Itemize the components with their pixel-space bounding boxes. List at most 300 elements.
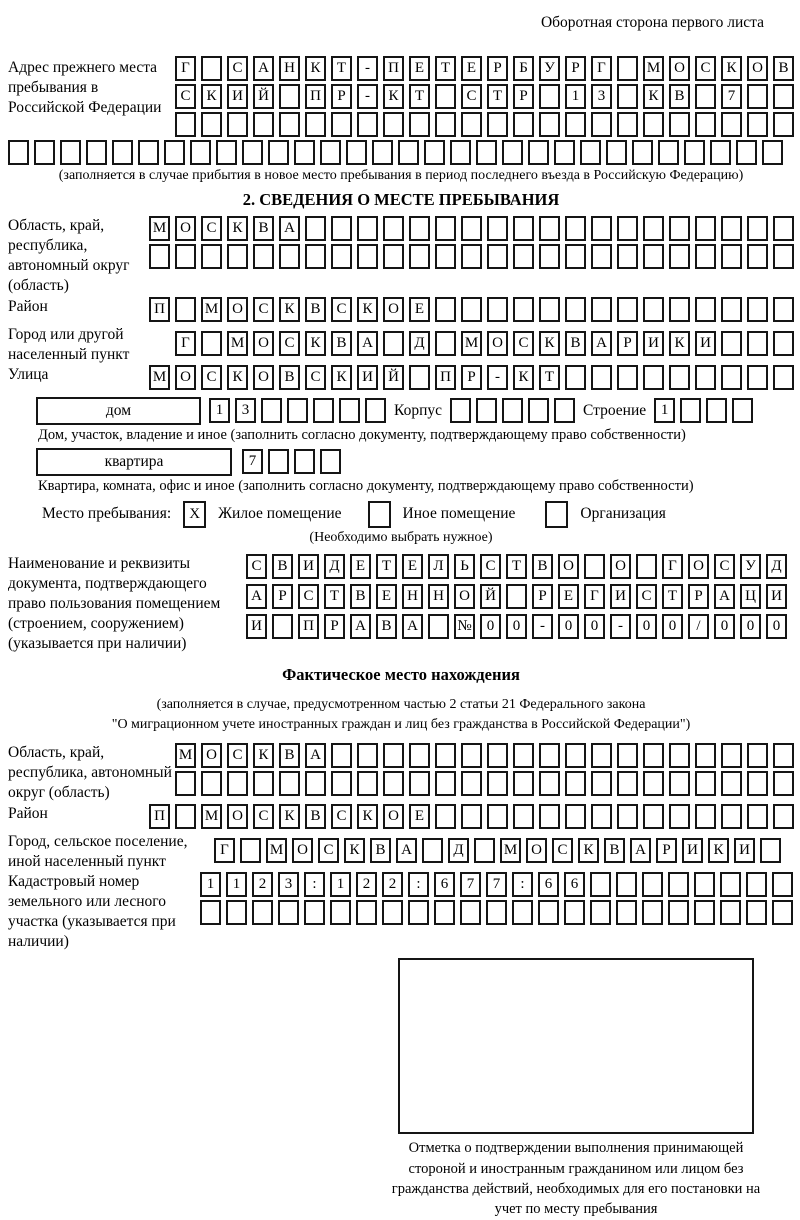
char-cell[interactable]: 3 xyxy=(278,872,299,897)
char-cell[interactable] xyxy=(227,112,248,137)
char-cell[interactable] xyxy=(216,140,237,165)
char-cell[interactable]: В xyxy=(279,365,300,390)
char-cell[interactable] xyxy=(435,244,456,269)
checkbox-other-premises[interactable] xyxy=(368,501,391,528)
char-cell[interactable] xyxy=(461,771,482,796)
apartment-type-box[interactable]: квартира xyxy=(36,448,232,476)
char-cell[interactable]: К xyxy=(201,84,222,109)
char-cell[interactable] xyxy=(762,140,783,165)
char-cell[interactable] xyxy=(201,771,222,796)
char-cell[interactable]: О xyxy=(487,331,508,356)
char-cell[interactable] xyxy=(331,743,352,768)
char-cell[interactable] xyxy=(632,140,653,165)
char-cell[interactable]: 0 xyxy=(662,614,683,639)
char-cell[interactable] xyxy=(591,297,612,322)
char-cell[interactable]: О xyxy=(253,331,274,356)
char-cell[interactable] xyxy=(590,872,611,897)
char-cell[interactable]: Г xyxy=(662,554,683,579)
char-cell[interactable] xyxy=(695,771,716,796)
char-cell[interactable]: Г xyxy=(584,584,605,609)
char-cell[interactable] xyxy=(294,140,315,165)
char-cell[interactable]: С xyxy=(201,216,222,241)
char-cell[interactable] xyxy=(606,140,627,165)
char-cell[interactable]: О xyxy=(669,56,690,81)
char-cell[interactable] xyxy=(617,804,638,829)
char-cell[interactable] xyxy=(617,365,638,390)
char-cell[interactable] xyxy=(643,216,664,241)
char-cell[interactable] xyxy=(773,112,794,137)
char-cell[interactable] xyxy=(669,112,690,137)
char-cell[interactable] xyxy=(409,244,430,269)
char-cell[interactable] xyxy=(617,244,638,269)
char-cell[interactable]: Й xyxy=(383,365,404,390)
char-cell[interactable] xyxy=(565,743,586,768)
char-cell[interactable]: М xyxy=(149,365,170,390)
char-cell[interactable]: 1 xyxy=(654,398,675,423)
char-cell[interactable]: С xyxy=(636,584,657,609)
char-cell[interactable] xyxy=(773,331,794,356)
char-cell[interactable] xyxy=(331,771,352,796)
char-cell[interactable] xyxy=(565,297,586,322)
char-cell[interactable]: Н xyxy=(402,584,423,609)
char-cell[interactable]: Й xyxy=(480,584,501,609)
char-cell[interactable] xyxy=(617,216,638,241)
char-cell[interactable] xyxy=(617,771,638,796)
char-cell[interactable]: К xyxy=(331,365,352,390)
char-cell[interactable]: М xyxy=(266,838,287,863)
char-cell[interactable] xyxy=(383,743,404,768)
char-cell[interactable]: К xyxy=(305,331,326,356)
char-cell[interactable]: 3 xyxy=(235,398,256,423)
char-cell[interactable]: Г xyxy=(175,56,196,81)
char-cell[interactable] xyxy=(565,112,586,137)
char-cell[interactable]: Т xyxy=(487,84,508,109)
char-cell[interactable]: К xyxy=(539,331,560,356)
char-cell[interactable] xyxy=(279,84,300,109)
char-cell[interactable]: 0 xyxy=(714,614,735,639)
char-cell[interactable] xyxy=(383,244,404,269)
char-cell[interactable]: Е xyxy=(409,804,430,829)
char-cell[interactable] xyxy=(747,331,768,356)
char-cell[interactable] xyxy=(773,743,794,768)
char-cell[interactable] xyxy=(305,216,326,241)
char-cell[interactable]: Е xyxy=(376,584,397,609)
char-cell[interactable]: 1 xyxy=(209,398,230,423)
char-cell[interactable]: 1 xyxy=(330,872,351,897)
char-cell[interactable] xyxy=(487,244,508,269)
char-cell[interactable]: Й xyxy=(253,84,274,109)
char-cell[interactable] xyxy=(86,140,107,165)
char-cell[interactable]: И xyxy=(643,331,664,356)
char-cell[interactable]: И xyxy=(682,838,703,863)
char-cell[interactable] xyxy=(226,900,247,925)
char-cell[interactable] xyxy=(331,244,352,269)
char-cell[interactable] xyxy=(272,614,293,639)
char-cell[interactable] xyxy=(486,900,507,925)
char-cell[interactable]: К xyxy=(721,56,742,81)
char-cell[interactable]: У xyxy=(740,554,761,579)
char-cell[interactable]: О xyxy=(227,297,248,322)
char-cell[interactable]: О xyxy=(175,365,196,390)
char-cell[interactable] xyxy=(164,140,185,165)
char-cell[interactable] xyxy=(346,140,367,165)
char-cell[interactable]: В xyxy=(253,216,274,241)
char-cell[interactable]: О xyxy=(383,804,404,829)
char-cell[interactable] xyxy=(721,297,742,322)
char-cell[interactable] xyxy=(513,771,534,796)
char-cell[interactable]: Н xyxy=(428,584,449,609)
char-cell[interactable] xyxy=(669,804,690,829)
char-cell[interactable] xyxy=(356,900,377,925)
char-cell[interactable]: 1 xyxy=(200,872,221,897)
char-cell[interactable]: О xyxy=(688,554,709,579)
char-cell[interactable]: Р xyxy=(688,584,709,609)
char-cell[interactable] xyxy=(357,112,378,137)
char-cell[interactable]: С xyxy=(305,365,326,390)
char-cell[interactable]: В xyxy=(565,331,586,356)
char-cell[interactable] xyxy=(747,84,768,109)
char-cell[interactable]: И xyxy=(227,84,248,109)
char-cell[interactable]: Р xyxy=(513,84,534,109)
char-cell[interactable]: Ц xyxy=(740,584,761,609)
char-cell[interactable] xyxy=(279,771,300,796)
char-cell[interactable] xyxy=(201,331,222,356)
char-cell[interactable] xyxy=(720,872,741,897)
char-cell[interactable]: К xyxy=(357,297,378,322)
char-cell[interactable]: С xyxy=(227,56,248,81)
char-cell[interactable] xyxy=(721,331,742,356)
char-cell[interactable] xyxy=(279,244,300,269)
char-cell[interactable] xyxy=(720,900,741,925)
char-cell[interactable] xyxy=(539,244,560,269)
char-cell[interactable] xyxy=(616,872,637,897)
char-cell[interactable]: В xyxy=(604,838,625,863)
char-cell[interactable] xyxy=(512,900,533,925)
char-cell[interactable] xyxy=(461,244,482,269)
char-cell[interactable]: А xyxy=(357,331,378,356)
char-cell[interactable] xyxy=(710,140,731,165)
char-cell[interactable] xyxy=(539,84,560,109)
char-cell[interactable] xyxy=(564,900,585,925)
char-cell[interactable] xyxy=(643,112,664,137)
char-cell[interactable] xyxy=(539,771,560,796)
char-cell[interactable]: В xyxy=(773,56,794,81)
char-cell[interactable] xyxy=(695,84,716,109)
char-cell[interactable]: № xyxy=(454,614,475,639)
char-cell[interactable]: С xyxy=(279,331,300,356)
char-cell[interactable]: А xyxy=(350,614,371,639)
char-cell[interactable] xyxy=(658,140,679,165)
char-cell[interactable] xyxy=(253,112,274,137)
char-cell[interactable]: Т xyxy=(324,584,345,609)
char-cell[interactable] xyxy=(668,900,689,925)
char-cell[interactable] xyxy=(565,804,586,829)
char-cell[interactable]: Т xyxy=(409,84,430,109)
char-cell[interactable] xyxy=(357,771,378,796)
char-cell[interactable] xyxy=(409,112,430,137)
char-cell[interactable]: Г xyxy=(591,56,612,81)
char-cell[interactable]: С xyxy=(318,838,339,863)
char-cell[interactable] xyxy=(200,900,221,925)
char-cell[interactable] xyxy=(138,140,159,165)
char-cell[interactable] xyxy=(435,743,456,768)
char-cell[interactable]: О xyxy=(558,554,579,579)
char-cell[interactable]: 0 xyxy=(740,614,761,639)
char-cell[interactable]: М xyxy=(500,838,521,863)
char-cell[interactable]: Д xyxy=(409,331,430,356)
char-cell[interactable]: Ь xyxy=(454,554,475,579)
char-cell[interactable]: И xyxy=(610,584,631,609)
char-cell[interactable] xyxy=(331,112,352,137)
char-cell[interactable]: Р xyxy=(532,584,553,609)
char-cell[interactable]: К xyxy=(305,56,326,81)
char-cell[interactable] xyxy=(643,743,664,768)
char-cell[interactable] xyxy=(747,771,768,796)
char-cell[interactable] xyxy=(643,365,664,390)
char-cell[interactable]: О xyxy=(253,365,274,390)
char-cell[interactable] xyxy=(435,771,456,796)
char-cell[interactable] xyxy=(253,244,274,269)
char-cell[interactable]: С xyxy=(480,554,501,579)
char-cell[interactable]: Т xyxy=(331,56,352,81)
char-cell[interactable]: Г xyxy=(175,331,196,356)
char-cell[interactable]: Т xyxy=(435,56,456,81)
char-cell[interactable]: К xyxy=(227,365,248,390)
char-cell[interactable] xyxy=(487,771,508,796)
char-cell[interactable] xyxy=(591,771,612,796)
char-cell[interactable]: Е xyxy=(402,554,423,579)
char-cell[interactable] xyxy=(435,297,456,322)
checkbox-residential[interactable]: X xyxy=(183,501,206,528)
char-cell[interactable]: С xyxy=(461,84,482,109)
char-cell[interactable] xyxy=(565,244,586,269)
char-cell[interactable]: 6 xyxy=(564,872,585,897)
char-cell[interactable] xyxy=(487,297,508,322)
char-cell[interactable]: К xyxy=(227,216,248,241)
char-cell[interactable] xyxy=(706,398,727,423)
char-cell[interactable] xyxy=(175,297,196,322)
char-cell[interactable]: - xyxy=(532,614,553,639)
char-cell[interactable]: 1 xyxy=(565,84,586,109)
char-cell[interactable] xyxy=(487,216,508,241)
char-cell[interactable] xyxy=(554,140,575,165)
char-cell[interactable]: Е xyxy=(350,554,371,579)
char-cell[interactable] xyxy=(201,112,222,137)
char-cell[interactable] xyxy=(721,743,742,768)
char-cell[interactable] xyxy=(538,900,559,925)
char-cell[interactable] xyxy=(746,900,767,925)
char-cell[interactable]: С xyxy=(201,365,222,390)
char-cell[interactable]: И xyxy=(695,331,716,356)
char-cell[interactable]: О xyxy=(201,743,222,768)
char-cell[interactable] xyxy=(513,244,534,269)
char-cell[interactable] xyxy=(528,140,549,165)
char-cell[interactable]: 0 xyxy=(480,614,501,639)
char-cell[interactable] xyxy=(461,112,482,137)
char-cell[interactable] xyxy=(240,838,261,863)
char-cell[interactable]: В xyxy=(272,554,293,579)
char-cell[interactable]: М xyxy=(227,331,248,356)
char-cell[interactable]: Д xyxy=(448,838,469,863)
char-cell[interactable] xyxy=(772,900,793,925)
char-cell[interactable] xyxy=(502,140,523,165)
char-cell[interactable] xyxy=(617,56,638,81)
char-cell[interactable] xyxy=(736,140,757,165)
char-cell[interactable]: 3 xyxy=(591,84,612,109)
char-cell[interactable] xyxy=(434,900,455,925)
char-cell[interactable]: О xyxy=(747,56,768,81)
char-cell[interactable]: С xyxy=(246,554,267,579)
char-cell[interactable] xyxy=(732,398,753,423)
checkbox-organization[interactable] xyxy=(545,501,568,528)
char-cell[interactable] xyxy=(695,216,716,241)
char-cell[interactable] xyxy=(357,216,378,241)
char-cell[interactable]: К xyxy=(279,297,300,322)
char-cell[interactable]: В xyxy=(376,614,397,639)
char-cell[interactable] xyxy=(539,743,560,768)
char-cell[interactable] xyxy=(695,743,716,768)
char-cell[interactable] xyxy=(669,244,690,269)
char-cell[interactable] xyxy=(721,804,742,829)
char-cell[interactable]: Р xyxy=(487,56,508,81)
char-cell[interactable] xyxy=(34,140,55,165)
char-cell[interactable]: Т xyxy=(662,584,683,609)
char-cell[interactable] xyxy=(476,140,497,165)
char-cell[interactable]: Р xyxy=(565,56,586,81)
char-cell[interactable] xyxy=(668,872,689,897)
char-cell[interactable] xyxy=(669,771,690,796)
char-cell[interactable]: 2 xyxy=(356,872,377,897)
char-cell[interactable]: О xyxy=(227,804,248,829)
char-cell[interactable] xyxy=(331,216,352,241)
char-cell[interactable]: 7 xyxy=(486,872,507,897)
char-cell[interactable] xyxy=(721,365,742,390)
char-cell[interactable]: М xyxy=(643,56,664,81)
char-cell[interactable] xyxy=(617,743,638,768)
char-cell[interactable] xyxy=(643,804,664,829)
char-cell[interactable]: П xyxy=(383,56,404,81)
char-cell[interactable] xyxy=(539,216,560,241)
char-cell[interactable] xyxy=(279,112,300,137)
char-cell[interactable]: А xyxy=(402,614,423,639)
char-cell[interactable] xyxy=(747,244,768,269)
char-cell[interactable]: 0 xyxy=(558,614,579,639)
char-cell[interactable]: : xyxy=(304,872,325,897)
char-cell[interactable] xyxy=(680,398,701,423)
char-cell[interactable] xyxy=(554,398,575,423)
char-cell[interactable] xyxy=(506,584,527,609)
char-cell[interactable] xyxy=(305,771,326,796)
char-cell[interactable]: 0 xyxy=(766,614,787,639)
char-cell[interactable] xyxy=(591,743,612,768)
char-cell[interactable]: В xyxy=(305,297,326,322)
char-cell[interactable] xyxy=(591,804,612,829)
char-cell[interactable] xyxy=(383,112,404,137)
char-cell[interactable] xyxy=(435,112,456,137)
char-cell[interactable]: И xyxy=(357,365,378,390)
char-cell[interactable]: А xyxy=(630,838,651,863)
char-cell[interactable]: В xyxy=(532,554,553,579)
char-cell[interactable] xyxy=(747,216,768,241)
char-cell[interactable] xyxy=(253,771,274,796)
char-cell[interactable] xyxy=(190,140,211,165)
char-cell[interactable]: П xyxy=(149,297,170,322)
char-cell[interactable]: К xyxy=(383,84,404,109)
char-cell[interactable] xyxy=(617,112,638,137)
char-cell[interactable]: П xyxy=(305,84,326,109)
char-cell[interactable] xyxy=(294,449,315,474)
char-cell[interactable] xyxy=(252,900,273,925)
char-cell[interactable]: О xyxy=(292,838,313,863)
char-cell[interactable]: И xyxy=(734,838,755,863)
char-cell[interactable]: О xyxy=(526,838,547,863)
char-cell[interactable] xyxy=(409,743,430,768)
char-cell[interactable]: А xyxy=(305,743,326,768)
char-cell[interactable] xyxy=(721,771,742,796)
char-cell[interactable] xyxy=(428,614,449,639)
char-cell[interactable] xyxy=(261,398,282,423)
char-cell[interactable] xyxy=(694,872,715,897)
char-cell[interactable] xyxy=(320,449,341,474)
char-cell[interactable]: К xyxy=(344,838,365,863)
char-cell[interactable] xyxy=(175,804,196,829)
char-cell[interactable]: К xyxy=(253,743,274,768)
char-cell[interactable] xyxy=(616,900,637,925)
char-cell[interactable] xyxy=(539,112,560,137)
char-cell[interactable] xyxy=(591,112,612,137)
char-cell[interactable] xyxy=(773,216,794,241)
char-cell[interactable] xyxy=(409,216,430,241)
char-cell[interactable]: П xyxy=(149,804,170,829)
char-cell[interactable] xyxy=(721,112,742,137)
char-cell[interactable]: С xyxy=(331,804,352,829)
char-cell[interactable] xyxy=(474,838,495,863)
char-cell[interactable]: Б xyxy=(513,56,534,81)
char-cell[interactable] xyxy=(746,872,767,897)
char-cell[interactable] xyxy=(383,216,404,241)
char-cell[interactable] xyxy=(695,297,716,322)
char-cell[interactable] xyxy=(339,398,360,423)
char-cell[interactable]: 2 xyxy=(252,872,273,897)
char-cell[interactable] xyxy=(591,216,612,241)
char-cell[interactable] xyxy=(287,398,308,423)
char-cell[interactable] xyxy=(643,771,664,796)
char-cell[interactable] xyxy=(424,140,445,165)
char-cell[interactable]: Д xyxy=(766,554,787,579)
char-cell[interactable]: М xyxy=(175,743,196,768)
char-cell[interactable] xyxy=(617,297,638,322)
char-cell[interactable]: 7 xyxy=(242,449,263,474)
char-cell[interactable] xyxy=(383,771,404,796)
char-cell[interactable] xyxy=(773,365,794,390)
char-cell[interactable] xyxy=(435,84,456,109)
char-cell[interactable] xyxy=(565,771,586,796)
char-cell[interactable] xyxy=(268,140,289,165)
char-cell[interactable]: В xyxy=(305,804,326,829)
char-cell[interactable] xyxy=(450,398,471,423)
char-cell[interactable] xyxy=(669,743,690,768)
char-cell[interactable] xyxy=(513,743,534,768)
char-cell[interactable] xyxy=(513,216,534,241)
char-cell[interactable] xyxy=(760,838,781,863)
char-cell[interactable]: М xyxy=(149,216,170,241)
char-cell[interactable] xyxy=(175,112,196,137)
char-cell[interactable] xyxy=(773,771,794,796)
char-cell[interactable] xyxy=(747,365,768,390)
char-cell[interactable] xyxy=(313,398,334,423)
char-cell[interactable] xyxy=(642,872,663,897)
char-cell[interactable]: Р xyxy=(331,84,352,109)
